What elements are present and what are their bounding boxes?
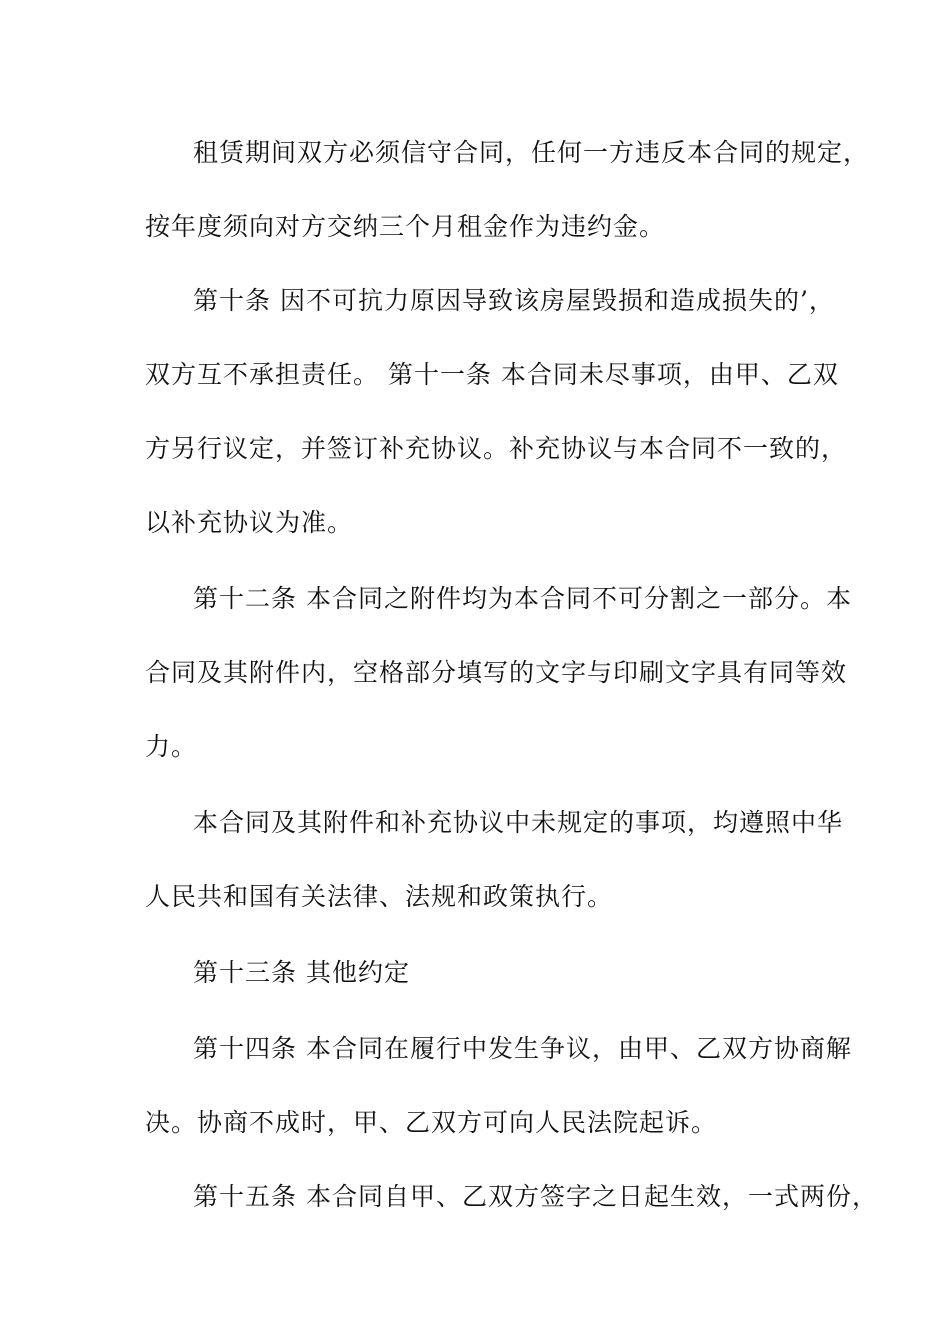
text-line: 按年度须向对方交纳三个月租金作为违约金。	[145, 212, 666, 241]
text-line: 第十条 因不可抗力原因导致该房屋毁损和造成损失的’，	[193, 286, 835, 315]
text-line: 人民共和国有关法律、法规和政策执行。	[145, 882, 614, 911]
text-line: 租赁期间双方必须信守合同，任何一方违反本合同的规定，	[193, 138, 870, 167]
text-line: 方另行议定，并签订补充协议。补充协议与本合同不一致的，	[145, 434, 848, 463]
text-line: 第十五条 本合同自甲、乙双方签字之日起生效，一式两份，	[193, 1182, 878, 1211]
text-line: 决。协商不成时，甲、乙双方可向人民法院起诉。	[145, 1108, 718, 1137]
text-line: 力。	[145, 732, 198, 761]
text-line: 本合同及其附件和补充协议中未规定的事项，均遵照中华	[193, 808, 844, 837]
text-line: 合同及其附件内，空格部分填写的文字与印刷文字具有同等效	[145, 658, 848, 687]
text-line: 第十三条 其他约定	[193, 958, 410, 987]
text-line: 第十二条 本合同之附件均为本合同不可分割之一部分。本	[193, 584, 852, 613]
text-line: 以补充协议为准。	[145, 508, 354, 537]
text-line: 第十四条 本合同在履行中发生争议，由甲、乙双方协商解	[193, 1034, 852, 1063]
text-line: 双方互不承担责任。 第十一条 本合同未尽事项，由甲、乙双	[145, 360, 839, 389]
